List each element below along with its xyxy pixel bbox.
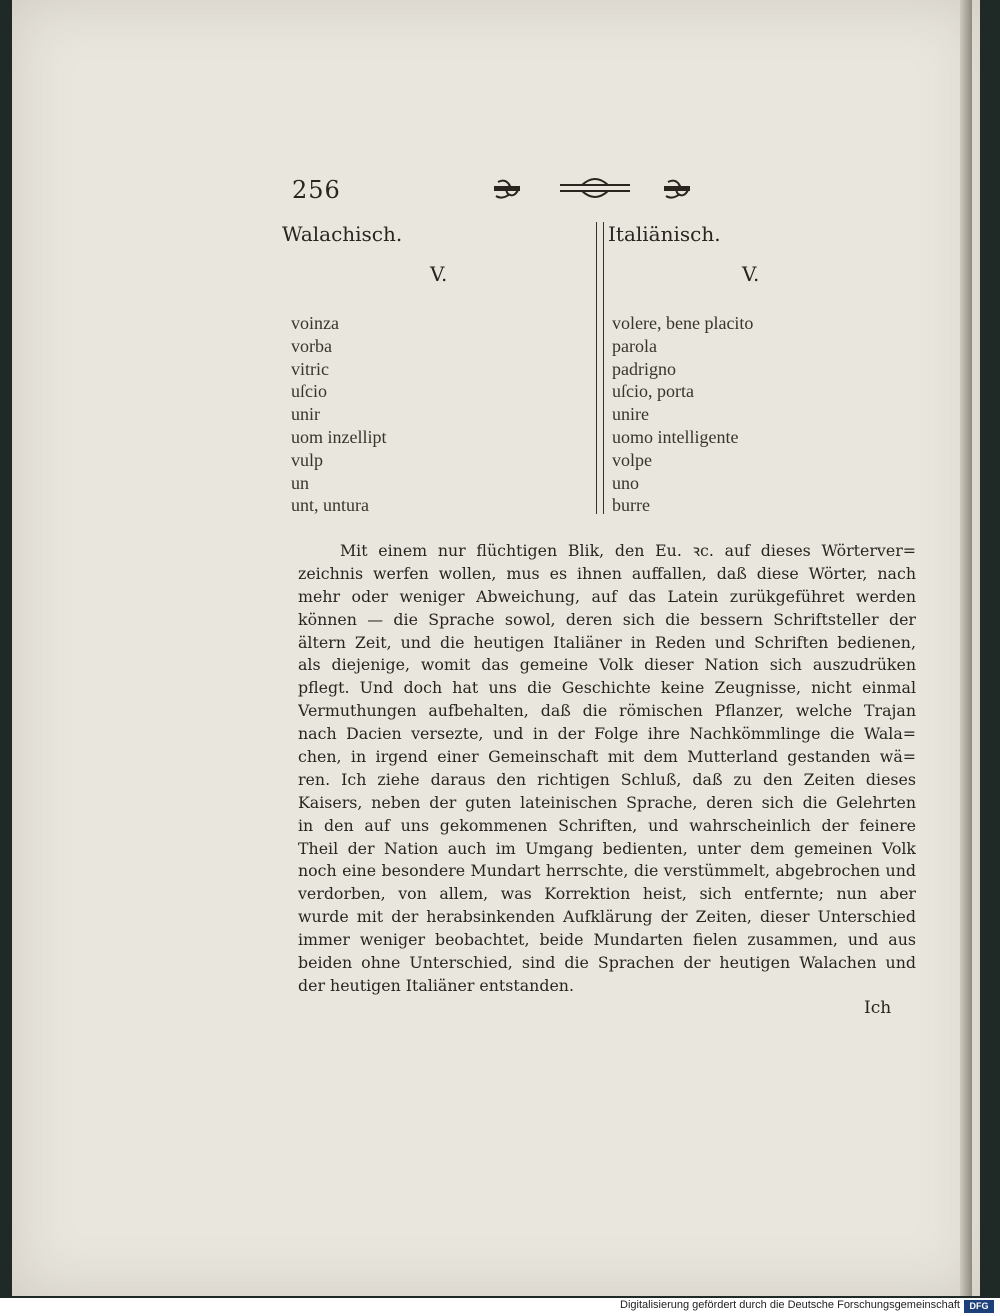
text-line: wurde mit der herabsinkenden Aufklärung der Zeiten, dieser Unterschied xyxy=(298,907,916,927)
italian-word: uno xyxy=(612,472,639,493)
column-heading-walachian: Walachisch. xyxy=(282,222,403,246)
dfg-logo: DFG xyxy=(964,1300,994,1313)
text-line: verdorben, von allem, was Korrektion heist, sich entfernte; nun aber xyxy=(298,884,916,904)
text-line: als diejenige, womit das gemeine Volk dieser Nation sich auszudrüken xyxy=(298,655,916,675)
italian-word: padrigno xyxy=(612,358,676,379)
walachian-word: uom inzellipt xyxy=(291,426,387,447)
walachian-word-list xyxy=(291,312,386,517)
text-line: Mit einem nur flüchtigen Blik, den Eu. ꝛc. auf dieses Wörterver= xyxy=(340,541,916,560)
column-heading-italian: Italiänisch. xyxy=(608,222,721,246)
italian-word: burre xyxy=(612,495,650,516)
text-line: pflegt. Und doch hat uns die Geschichte keine Zeugnisse, nicht einmal xyxy=(298,678,916,698)
italian-word: parola xyxy=(612,335,657,356)
walachian-word: unir xyxy=(291,404,320,425)
text-line: Vermuthungen aufbehalten, daß die römischen Pflanzer, welche Trajan xyxy=(298,701,916,721)
text-line: in den auf uns gekommenen Schriften, und wahrscheinlich der feinere xyxy=(298,815,916,835)
text-line: ren. Ich ziehe daraus den richtigen Schluß, daß zu den Zeiten dieses xyxy=(298,769,916,789)
text-line: nach Dacien versezte, und in der Folge ihre Nachkömmlinge die Wala= xyxy=(298,724,916,744)
text-line: der heutigen Italiäner entstanden. xyxy=(298,975,574,995)
text-line: chen, in irgend einer Gemeinschaft mit dem Mutterland gestanden wä= xyxy=(298,747,916,767)
ornament-icon xyxy=(490,176,700,202)
text-line: Kaisers, neben der guten lateinischen Sprache, deren sich die Gelehrten xyxy=(298,792,916,812)
italian-word: volere, bene placito xyxy=(612,313,754,333)
section-letter-right: V. xyxy=(742,262,760,286)
italian-word-list xyxy=(612,312,753,517)
walachian-word: vulp xyxy=(291,449,324,470)
walachian-word: unt, untura xyxy=(291,495,369,516)
text-line: ältern Zeit, und die heutigen Italiäner in Reden und Schriften bedienen, xyxy=(298,632,916,652)
section-letter-left: V. xyxy=(430,262,448,286)
body-paragraph xyxy=(298,540,916,998)
funding-credit: Digitalisierung gefördert durch die Deutsche Forschungsgemeinschaft xyxy=(620,1299,960,1311)
text-line: noch eine besondere Mundart herrschte, die verstümmelt, abgebrochen und xyxy=(298,861,916,881)
text-line: immer weniger beobachtet, beide Mundarten fielen zusammen, und aus xyxy=(298,930,916,950)
text-line: zeichnis werfen wollen, mus es ihnen auffallen, daß diese Wörter, nach xyxy=(298,563,916,583)
walachian-word: vitric xyxy=(291,358,329,379)
page-number: 256 xyxy=(292,176,341,204)
italian-word: uſcio, porta xyxy=(612,381,694,402)
catchword: Ich xyxy=(864,998,892,1018)
text-line: mehr oder weniger Abweichung, auf das Latein zurükgeführet werden xyxy=(298,586,916,606)
footer-bar xyxy=(0,1298,1000,1316)
italian-word: uomo intelligente xyxy=(612,426,739,447)
text-line: können — die Sprache sowol, deren sich die bessern Schriftsteller der xyxy=(298,609,916,629)
column-divider xyxy=(596,222,604,514)
italian-word: unire xyxy=(612,404,649,425)
text-line: beiden ohne Unterschied, sind die Sprachen der heutigen Walachen und xyxy=(298,953,916,973)
italian-word: volpe xyxy=(612,449,652,470)
book-page xyxy=(12,0,980,1296)
walachian-word: un xyxy=(291,472,309,493)
page-header xyxy=(12,176,980,206)
walachian-word: uſcio xyxy=(291,381,327,402)
walachian-word: vorba xyxy=(291,335,332,356)
walachian-word: voinza xyxy=(291,313,339,333)
text-line: Theil der Nation auch im Umgang bedienten, unter dem gemeinen Volk xyxy=(298,838,916,858)
